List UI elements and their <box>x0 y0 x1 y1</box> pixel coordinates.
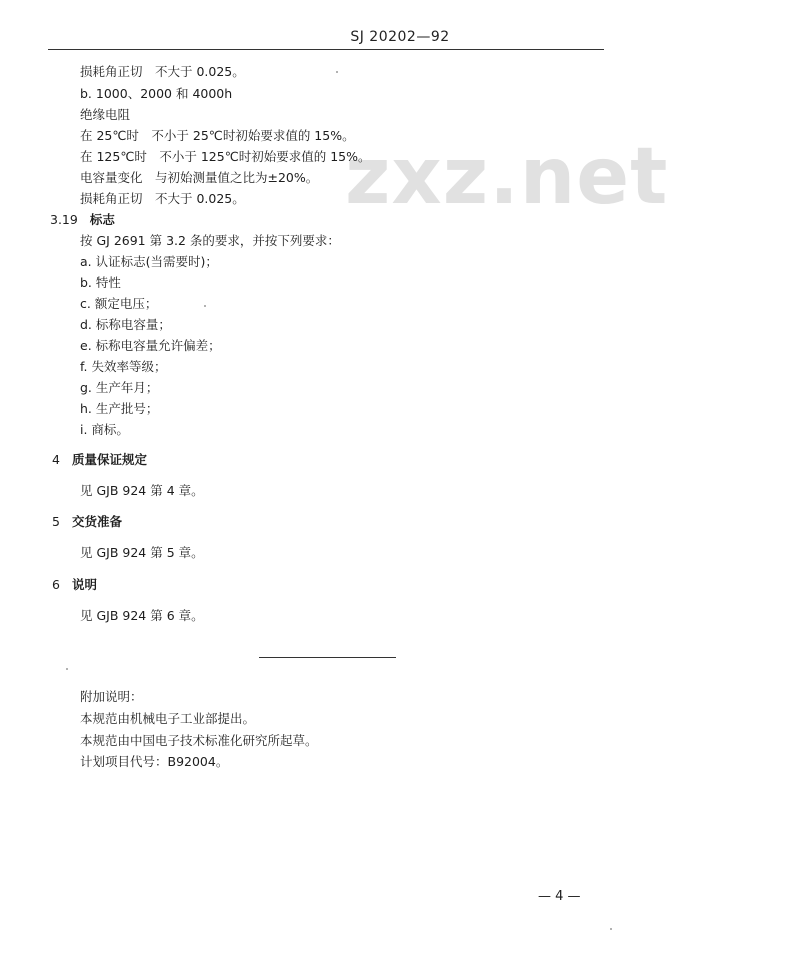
section-number: 4 <box>52 452 60 467</box>
section-heading-3-19 <box>50 212 115 228</box>
list-item: h. 生产批号； <box>80 401 159 416</box>
list-item: g. 生产年月； <box>80 380 159 395</box>
list-item: e. 标称电容量允许偏差； <box>80 338 221 353</box>
scan-speck <box>610 928 612 930</box>
section-heading-4 <box>52 452 147 468</box>
body-line: 在 125℃时 不小于 125℃时初始要求值的 15%。 <box>80 149 371 164</box>
list-item: i. 商标。 <box>80 422 129 437</box>
section-text: 见 GJB 924 第 6 章。 <box>80 608 204 623</box>
page-number: — 4 — <box>538 889 581 904</box>
body-line: 绝缘电阻 <box>80 107 131 122</box>
section-title: 说明 <box>71 577 97 592</box>
list-item: d. 标称电容量； <box>80 317 171 332</box>
body-line: 电容量变化 与初始测量值之比为±20%。 <box>80 170 319 185</box>
scan-speck <box>66 668 68 670</box>
section-number: 6 <box>52 577 60 592</box>
end-rule <box>259 657 396 658</box>
section-heading-5 <box>52 514 122 530</box>
body-line: 在 25℃时 不小于 25℃时初始要求值的 15%。 <box>80 128 355 143</box>
appendix-title: 附加说明： <box>80 689 143 704</box>
appendix-line: 计划项目代号：B92004。 <box>80 754 229 769</box>
list-item: a. 认证标志(当需要时)； <box>80 254 218 269</box>
list-item: b. 特性 <box>80 275 121 290</box>
section-number: 5 <box>52 514 60 529</box>
scan-speck <box>336 71 338 73</box>
section-heading-6 <box>52 577 97 593</box>
section-intro: 按 GJ 2691 第 3.2 条的要求，并按下列要求： <box>80 233 340 248</box>
header-rule <box>48 49 604 50</box>
section-text: 见 GJB 924 第 4 章。 <box>80 483 204 498</box>
list-item: f. 失效率等级； <box>80 359 167 374</box>
section-title: 标志 <box>89 212 115 227</box>
appendix-line: 本规范由中国电子技术标准化研究所起草。 <box>80 733 318 748</box>
watermark: zxz.net <box>345 132 669 222</box>
scan-speck <box>204 305 206 307</box>
appendix-line: 本规范由机械电子工业部提出。 <box>80 711 256 726</box>
body-line: 损耗角正切 不大于 0.025。 <box>80 191 245 206</box>
body-line: 损耗角正切 不大于 0.025。 <box>80 64 245 79</box>
list-item: c. 额定电压； <box>80 296 158 311</box>
body-line: b. 1000、2000 和 4000h <box>80 86 233 101</box>
section-title: 质量保证规定 <box>71 452 147 467</box>
standard-code-header: SJ 20202—92 <box>350 29 450 45</box>
section-title: 交货准备 <box>71 514 122 529</box>
section-number: 3.19 <box>50 212 78 227</box>
section-text: 见 GJB 924 第 5 章。 <box>80 545 204 560</box>
